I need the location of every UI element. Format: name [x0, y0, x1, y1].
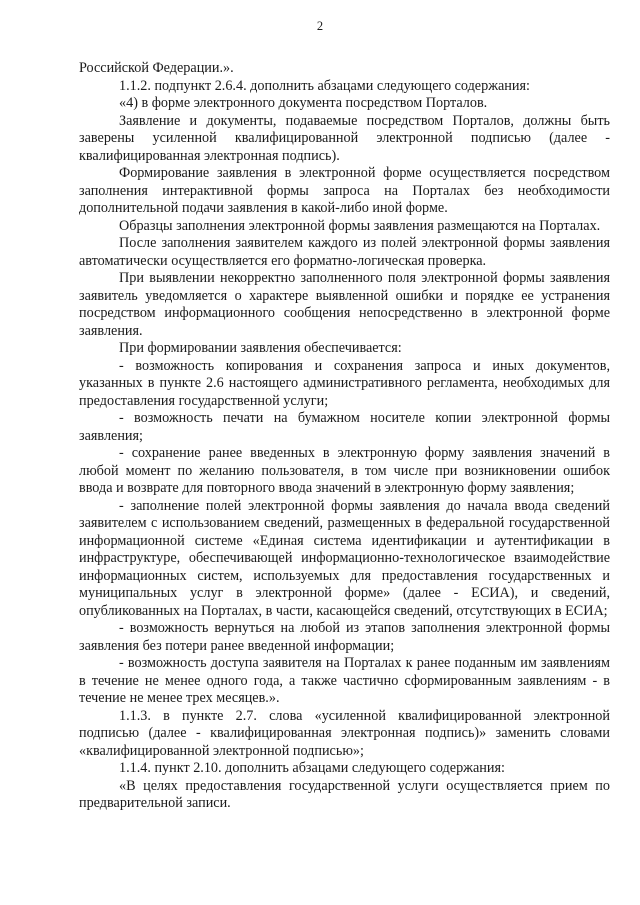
- paragraph-continuation: Российской Федерации.».: [79, 60, 234, 76]
- page-number: 2: [316, 19, 324, 33]
- paragraph-format-check: После заполнения заявителем каждого из полей электронной формы заявления автоматически осуществляется его форматно-логическая проверка.: [79, 235, 610, 269]
- paragraph-error-notification: При выявлении некорректно заполненного поля электронной формы заявления заявитель уведомляется о характере выявленной ошибки и порядке ее устранения посредством информационного сообщения непосредственно в электронной форме заявления.: [79, 270, 610, 339]
- paragraph-provisions-intro: При формировании заявления обеспечивается:: [119, 340, 402, 356]
- paragraph-item-1-1-2: 1.1.2. подпункт 2.6.4. дополнить абзацами следующего содержания:: [119, 77, 530, 94]
- list-item-esia-prefill: - заполнение полей электронной формы заявления до начала ввода сведений заявителем с использованием сведений, размещенных в федеральной государственной информационной системе «Единая система идентификации и аутентификации в инфраструктуре, обеспечивающей информационно-технологическое взаимодействие информационных систем, используемых для предоставления государственных и муниципальных услуг в электронной форме» (далее - ЕСИА), и сведений, опубликованных на Порталах, в части, касающейся сведений, отсутствующих в ЕСИА;: [79, 497, 610, 619]
- list-item-save-values: - сохранение ранее введенных в электронную форму заявления значений в любой момент по желанию пользователя, в том числе при возникновении ошибок ввода и возврате для повторного ввода значений в электронную форму заявления;: [79, 445, 610, 496]
- paragraph-quote-item-4: «4) в форме электронного документа посредством Порталов.: [119, 95, 488, 111]
- paragraph-item-1-1-3: 1.1.3. в пункте 2.7. слова «усиленной квалифицированной электронной подписью (далее - квалифицированная электронная подпись)» заменить словами «квалифицированной электронной подписью»;: [79, 707, 610, 759]
- list-item-copy-save: - возможность копирования и сохранения запроса и иных документов, указанных в пункте 2.6 настоящего административного регламента, необходимых для предоставления государственной услуги;: [79, 357, 610, 409]
- document-body: [79, 60, 610, 813]
- list-item-access-history: - возможность доступа заявителя на Порталах к ранее поданным им заявлениям в течение не менее одного года, а также частично сформированным заявлениям - в течение не менее трех месяцев.».: [79, 655, 610, 706]
- list-item-return-stage: - возможность вернуться на любой из этапов заполнения электронной формы заявления без потери ранее введенной информации;: [79, 620, 610, 654]
- paragraph-appointment: «В целях предоставления государственной услуги осуществляется прием по предварительной записи.: [79, 777, 610, 811]
- paragraph-form-filling: Формирование заявления в электронной форме осуществляется посредством заполнения интерактивной формы запроса на Порталах без необходимости дополнительной подачи заявления в какой-либо иной форме.: [79, 165, 610, 216]
- paragraph-item-1-1-4: 1.1.4. пункт 2.10. дополнить абзацами следующего содержания:: [119, 760, 505, 776]
- list-item-print: - возможность печати на бумажном носителе копии электронной формы заявления;: [79, 410, 610, 444]
- paragraph-form-samples: Образцы заполнения электронной формы заявления размещаются на Порталах.: [119, 217, 601, 234]
- paragraph-signature-requirement: Заявление и документы, подаваемые посредством Порталов, должны быть заверены усиленной квалифицированной электронной подписью (далее - квалифицированная электронная подпись).: [79, 112, 610, 164]
